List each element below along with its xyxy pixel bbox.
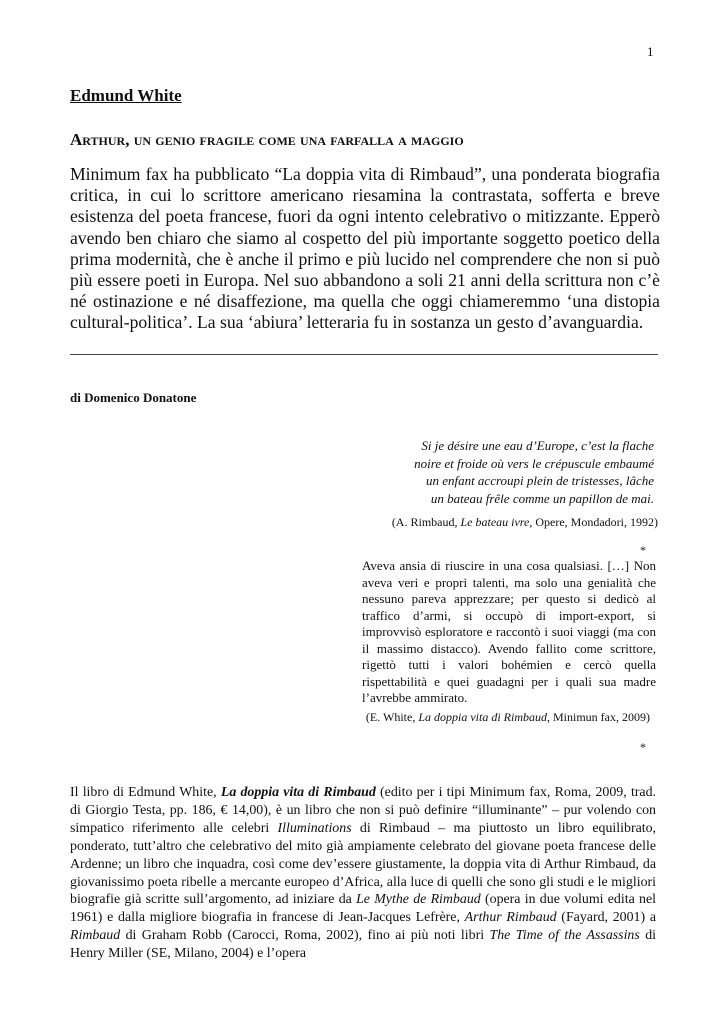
author-heading: Edmund White — [70, 86, 182, 105]
book-title: Illuminations — [277, 820, 352, 836]
epigraph-quote-source: (E. White, La doppia vita di Rimbaud, Minimun fax, 2009) — [365, 710, 650, 724]
book-title: Rimbaud — [70, 928, 121, 944]
epigraph-poem-source: (A. Rimbaud, Le bateau ivre, Opere, Mondadori, 1992) — [391, 515, 658, 529]
book-title: Arthur Rimbaud — [464, 910, 557, 926]
epigraph-poem — [354, 437, 654, 507]
book-title: The Time of the Assassins — [489, 928, 640, 944]
poem-line: Si je désire une eau d’Europe, c’est la flache — [421, 438, 654, 453]
byline: di Domenico Donatone — [70, 390, 197, 405]
epigraph-quote: Aveva ansia di riuscire in una cosa qualsiasi. […] Non aveva veri e propri talenti, ma solo una genialità che nessuno pareva apprezzare; per questo si dedicò al traffico d’armi, si occupò di import-export, si improvvisò esploratore e raccontò i suoi viaggi (ma con il massimo distacco). Avendo fallito come scrittore, rigettò tutti i valori bohémien e cercò quella rispettabilità e quei guadagni per i quali sua madre l’avrebbe ammirato. — [362, 558, 656, 705]
page-number: 1 — [647, 44, 654, 59]
book-title: La doppia vita di Rimbaud — [220, 785, 376, 800]
poem-line: noire et froide où vers le crépuscule embaumé — [414, 455, 654, 471]
horizontal-rule — [70, 354, 658, 355]
book-title: Le Mythe de Rimbaud — [356, 892, 481, 908]
poem-line: un bateau frêle comme un papillon de mai. — [430, 490, 654, 506]
body-paragraph: Il libro di Edmund White, La doppia vita di Rimbaud (edito per i tipi Minimum fax, Roma, 2009, trad. di Giorgio Testa, pp. 186, € 14,00), è un libro che non si può definire “illuminante” – pur volendo con simpatico riferimento alle celebri Illuminations di Rimbaud – ma piuttosto un libro equilibrato, ponderato, tutt’altro che celebrativo del mito già ampiamente celebrato del giovane poeta francese delle Ardenne; un libro che inquadra, così come dev’essere giustamente, la doppia vita di Arthur Rimbaud, da giovanissimo poeta ribelle a mercante europeo d’Africa, alla luce di quelli che sono gli studi e le migliori biografie già scritte sull’argomento, ad iniziare da Le Mythe de Rimbaud (opera in due volumi edita nel 1961) e dalla migliore biografia in francese di Jean-Jacques Lefrère, Arthur Rimbaud (Fayard, 2001) a Rimbaud di Graham Robb (Carocci, Roma, 2002), fino ai più noti libri The Time of the Assassins di Henry Miller (SE, Milano, 2004) e l’opera — [70, 785, 657, 962]
lead-paragraph: Minimum fax ha pubblicato “La doppia vita di Rimbaud”, una ponderata biografia critica, in cui lo scrittore americano riesamina la contrastata, sofferta e breve esistenza del poeta francese, fuori da ogni intento celebrativo o mitizzante. Epperò avendo ben chiaro che siamo al cospetto del più importante soggetto poetico della prima modernità, che è anche il primo e più lucido nel comprendere che non si può più essere poeti in Europa. Nel suo abbandono a soli 21 anni della scrittura non c’è né ostinazione e né disaffezione, ma quella che oggi chiameremmo ‘una distopia cultural-politica’. La sua ‘abiura’ letteraria fu in sostanza un gesto d’avanguardia. — [70, 164, 660, 333]
separator-asterisk: * — [640, 543, 646, 557]
poem-line: un enfant accroupi plein de tristesses, lâche — [425, 473, 654, 488]
separator-asterisk: * — [640, 740, 646, 754]
article-title: Arthur, un genio fragile come una farfalla a maggio — [70, 130, 464, 149]
